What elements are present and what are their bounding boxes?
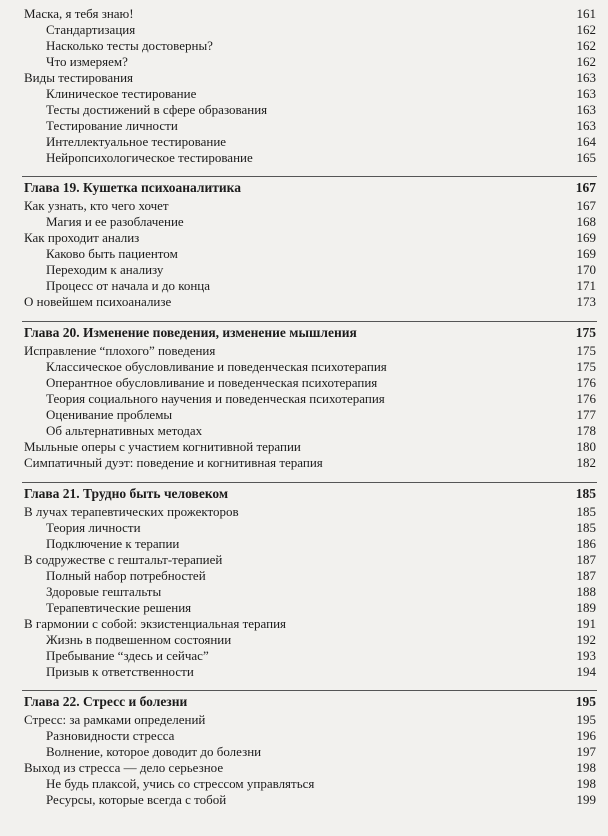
entry-title: Ресурсы, которые всегда с тобой — [46, 792, 227, 807]
toc-subentry — [0, 262, 608, 278]
toc-subentry — [0, 744, 608, 760]
page-number: 193 — [576, 648, 596, 663]
page-number: 163 — [576, 70, 596, 85]
page-number: 165 — [576, 150, 596, 165]
toc-entry — [0, 230, 608, 246]
chapter-divider — [22, 321, 597, 322]
entry-title: Каково быть пациентом — [46, 246, 178, 261]
page-number: 196 — [576, 728, 596, 743]
page-number: 163 — [576, 102, 596, 117]
toc-subentry — [0, 423, 608, 439]
page-number: 188 — [576, 584, 596, 599]
chapter-heading — [0, 180, 608, 196]
page-number: 173 — [576, 294, 596, 309]
entry-title: Теория социального научения и поведенческая психотерапия — [46, 391, 385, 406]
page-number: 164 — [576, 134, 596, 149]
entry-title: Мыльные оперы с участием когнитивной терапии — [24, 439, 301, 454]
entry-title: Здоровые гештальты — [46, 584, 162, 599]
toc-subentry — [0, 54, 608, 70]
page-number: 176 — [576, 391, 596, 406]
entry-title: Насколько тесты достоверны? — [46, 38, 213, 53]
toc-subentry — [0, 407, 608, 423]
entry-title: Процесс от начала и до конца — [46, 278, 211, 293]
toc-subentry — [0, 134, 608, 150]
toc-entry — [0, 6, 608, 22]
toc-subentry — [0, 214, 608, 230]
entry-title: Нейропсихологическое тестирование — [46, 150, 253, 165]
toc-subentry — [0, 22, 608, 38]
entry-title: Интеллектуальное тестирование — [46, 134, 227, 149]
entry-title: Исправление “плохого” поведения — [24, 343, 216, 358]
page-number: 185 — [576, 504, 596, 519]
page-number: 195 — [576, 712, 596, 727]
toc-subentry — [0, 246, 608, 262]
toc-subentry — [0, 600, 608, 616]
toc-subentry — [0, 118, 608, 134]
entry-title: Тесты достижений в сфере образования — [46, 102, 268, 117]
entry-title: Не будь плаксой, учись со стрессом управляться — [46, 776, 315, 791]
toc-subentry — [0, 359, 608, 375]
entry-title: Классическое обусловливание и поведенческая психотерапия — [46, 359, 387, 374]
chapter-heading — [0, 694, 608, 710]
entry-title: Клиническое тестирование — [46, 86, 197, 101]
page-number: 175 — [576, 343, 596, 358]
page-number: 169 — [576, 230, 596, 245]
entry-title: В гармонии с собой: экзистенциальная терапия — [24, 616, 287, 631]
toc-subentry — [0, 278, 608, 294]
toc-subentry — [0, 536, 608, 552]
toc-entry — [0, 455, 608, 471]
page-number: 187 — [576, 568, 596, 583]
entry-title: Оперантное обусловливание и поведенческая психотерапия — [46, 375, 378, 390]
page-number: 185 — [576, 520, 596, 535]
entry-title: Глава 22. Стресс и болезни — [24, 694, 188, 709]
entry-title: Тестирование личности — [46, 118, 178, 133]
toc-entry — [0, 294, 608, 310]
toc-subentry — [0, 792, 608, 808]
entry-title: Жизнь в подвешенном состоянии — [46, 632, 232, 647]
entry-title: Симпатичный дуэт: поведение и когнитивная терапия — [24, 455, 323, 470]
entry-title: Как узнать, кто чего хочет — [24, 198, 169, 213]
page-number: 170 — [576, 262, 596, 277]
toc-entry — [0, 712, 608, 728]
chapter-heading — [0, 325, 608, 341]
entry-title: Терапевтические решения — [46, 600, 192, 615]
entry-title: Полный набор потребностей — [46, 568, 206, 583]
page-number: 199 — [576, 792, 596, 807]
page-number: 162 — [576, 22, 596, 37]
page-number: 167 — [575, 180, 596, 195]
page-number: 177 — [576, 407, 596, 422]
chapter-divider — [22, 482, 597, 483]
page-number: 192 — [576, 632, 596, 647]
toc-entry — [0, 343, 608, 359]
page-number: 168 — [576, 214, 596, 229]
entry-title: Пребывание “здесь и сейчас” — [46, 648, 209, 663]
page-number: 163 — [576, 118, 596, 133]
toc-subentry — [0, 375, 608, 391]
entry-title: Теория личности — [46, 520, 141, 535]
toc-subentry — [0, 728, 608, 744]
page-number: 162 — [576, 38, 596, 53]
page-number: 175 — [576, 359, 596, 374]
entry-title: Волнение, которое доводит до болезни — [46, 744, 262, 759]
entry-title: Глава 19. Кушетка психоаналитика — [24, 180, 241, 195]
chapter-divider — [22, 690, 597, 691]
entry-title: Маска, я тебя знаю! — [24, 6, 134, 21]
chapter-divider — [22, 176, 597, 177]
page-number: 198 — [576, 776, 596, 791]
entry-title: Подключение к терапии — [46, 536, 180, 551]
toc-subentry — [0, 584, 608, 600]
page-number: 194 — [576, 664, 596, 679]
toc-entry — [0, 198, 608, 214]
page-number: 189 — [576, 600, 596, 615]
entry-title: Стресс: за рамками определений — [24, 712, 206, 727]
page-number: 197 — [576, 744, 596, 759]
page-number: 195 — [575, 694, 596, 709]
toc-subentry — [0, 102, 608, 118]
page-number: 191 — [576, 616, 596, 631]
toc-entry — [0, 504, 608, 520]
toc-subentry — [0, 38, 608, 54]
page-number: 162 — [576, 54, 596, 69]
toc-subentry — [0, 568, 608, 584]
toc-subentry — [0, 648, 608, 664]
page-number: 169 — [576, 246, 596, 261]
entry-title: Магия и ее разоблачение — [46, 214, 184, 229]
toc-subentry — [0, 391, 608, 407]
page-number: 186 — [576, 536, 596, 551]
page-number: 176 — [576, 375, 596, 390]
entry-title: Виды тестирования — [24, 70, 134, 85]
page-number: 175 — [575, 325, 596, 340]
toc-subentry — [0, 632, 608, 648]
entry-title: Переходим к анализу — [46, 262, 164, 277]
page-number: 161 — [576, 6, 596, 21]
entry-title: Как проходит анализ — [24, 230, 140, 245]
page-number: 163 — [576, 86, 596, 101]
page-number: 180 — [576, 439, 596, 454]
toc-entry — [0, 552, 608, 568]
toc-subentry — [0, 86, 608, 102]
entry-title: Что измеряем? — [46, 54, 128, 69]
page-number: 198 — [576, 760, 596, 775]
toc-subentry — [0, 664, 608, 680]
entry-title: Глава 20. Изменение поведения, изменение мышления — [24, 325, 357, 340]
toc-subentry — [0, 520, 608, 536]
entry-title: О новейшем психоанализе — [24, 294, 172, 309]
page-number: 167 — [576, 198, 596, 213]
page-number: 185 — [575, 486, 596, 501]
entry-title: В лучах терапевтических прожекторов — [24, 504, 239, 519]
page-number: 171 — [576, 278, 596, 293]
entry-title: Разновидности стресса — [46, 728, 175, 743]
entry-title: Об альтернативных методах — [46, 423, 203, 438]
entry-title: Глава 21. Трудно быть человеком — [24, 486, 229, 501]
page-number: 178 — [576, 423, 596, 438]
chapter-heading — [0, 486, 608, 502]
entry-title: Оценивание проблемы — [46, 407, 173, 422]
page-number: 187 — [576, 552, 596, 567]
toc-subentry — [0, 150, 608, 166]
entry-title: В содружестве с гештальт-терапией — [24, 552, 223, 567]
page-number: 182 — [576, 455, 596, 470]
toc-subentry — [0, 776, 608, 792]
entry-title: Стандартизация — [46, 22, 136, 37]
toc-entry — [0, 70, 608, 86]
toc-entry — [0, 616, 608, 632]
entry-title: Призыв к ответственности — [46, 664, 194, 679]
toc-entry — [0, 760, 608, 776]
entry-title: Выход из стресса — дело серьезное — [24, 760, 224, 775]
toc-entry — [0, 439, 608, 455]
